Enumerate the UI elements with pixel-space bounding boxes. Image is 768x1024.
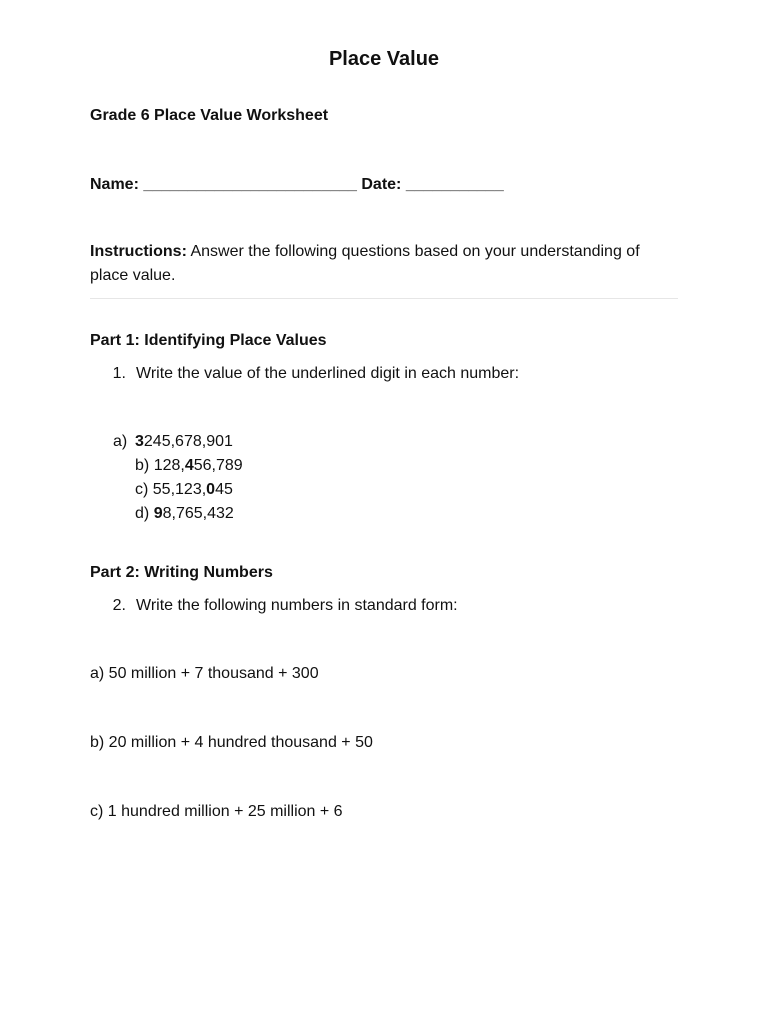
- question-text: Write the value of the underlined digit in each number:: [136, 365, 520, 382]
- date-blank: ___________: [405, 176, 504, 193]
- list-item: a) 50 million + 7 thousand + 300: [90, 665, 319, 682]
- list-item: [113, 430, 233, 454]
- item-after: 245,678,901: [143, 433, 233, 450]
- question-number: 2.: [112, 597, 126, 614]
- item-label: b): [135, 457, 150, 474]
- name-blank: ________________________: [143, 176, 357, 193]
- question-text: Write the following numbers in standard form:: [136, 597, 458, 614]
- name-label: Name:: [90, 176, 139, 193]
- instructions: [90, 240, 670, 288]
- list-item: [135, 502, 234, 526]
- underlined-digit: 4: [184, 457, 194, 474]
- part1-heading: Part 1: Identifying Place Values: [90, 332, 327, 349]
- item-label: a): [113, 433, 128, 450]
- name-date-line: [90, 173, 504, 197]
- part2-heading: Part 2: Writing Numbers: [90, 564, 273, 581]
- item-label: c): [135, 481, 149, 498]
- item-before: 55,123,: [152, 481, 207, 498]
- item-before: 128,: [153, 457, 185, 474]
- question-number: 1.: [112, 365, 126, 382]
- list-item: [135, 454, 243, 478]
- part2-question: [104, 594, 458, 618]
- item-after: 8,765,432: [162, 505, 234, 522]
- underlined-digit: 0: [206, 481, 216, 498]
- date-label: Date:: [361, 176, 402, 193]
- list-item: b) 20 million + 4 hundred thousand + 50: [90, 734, 373, 751]
- item-after: 56,789: [193, 457, 243, 474]
- list-item: [135, 478, 233, 502]
- instructions-text: Answer the following questions based on your understanding of place value.: [90, 243, 640, 284]
- item-after: 45: [215, 481, 233, 498]
- divider: [90, 298, 678, 299]
- underlined-digit: 9: [153, 505, 163, 522]
- item-label: d): [135, 505, 150, 522]
- worksheet-subtitle: Grade 6 Place Value Worksheet: [90, 107, 329, 124]
- underlined-digit: 3: [135, 433, 144, 450]
- instructions-label: Instructions:: [90, 243, 187, 260]
- list-item: c) 1 hundred million + 25 million + 6: [90, 803, 343, 820]
- page-title: Place Value: [328, 48, 440, 70]
- part1-question: [104, 362, 519, 386]
